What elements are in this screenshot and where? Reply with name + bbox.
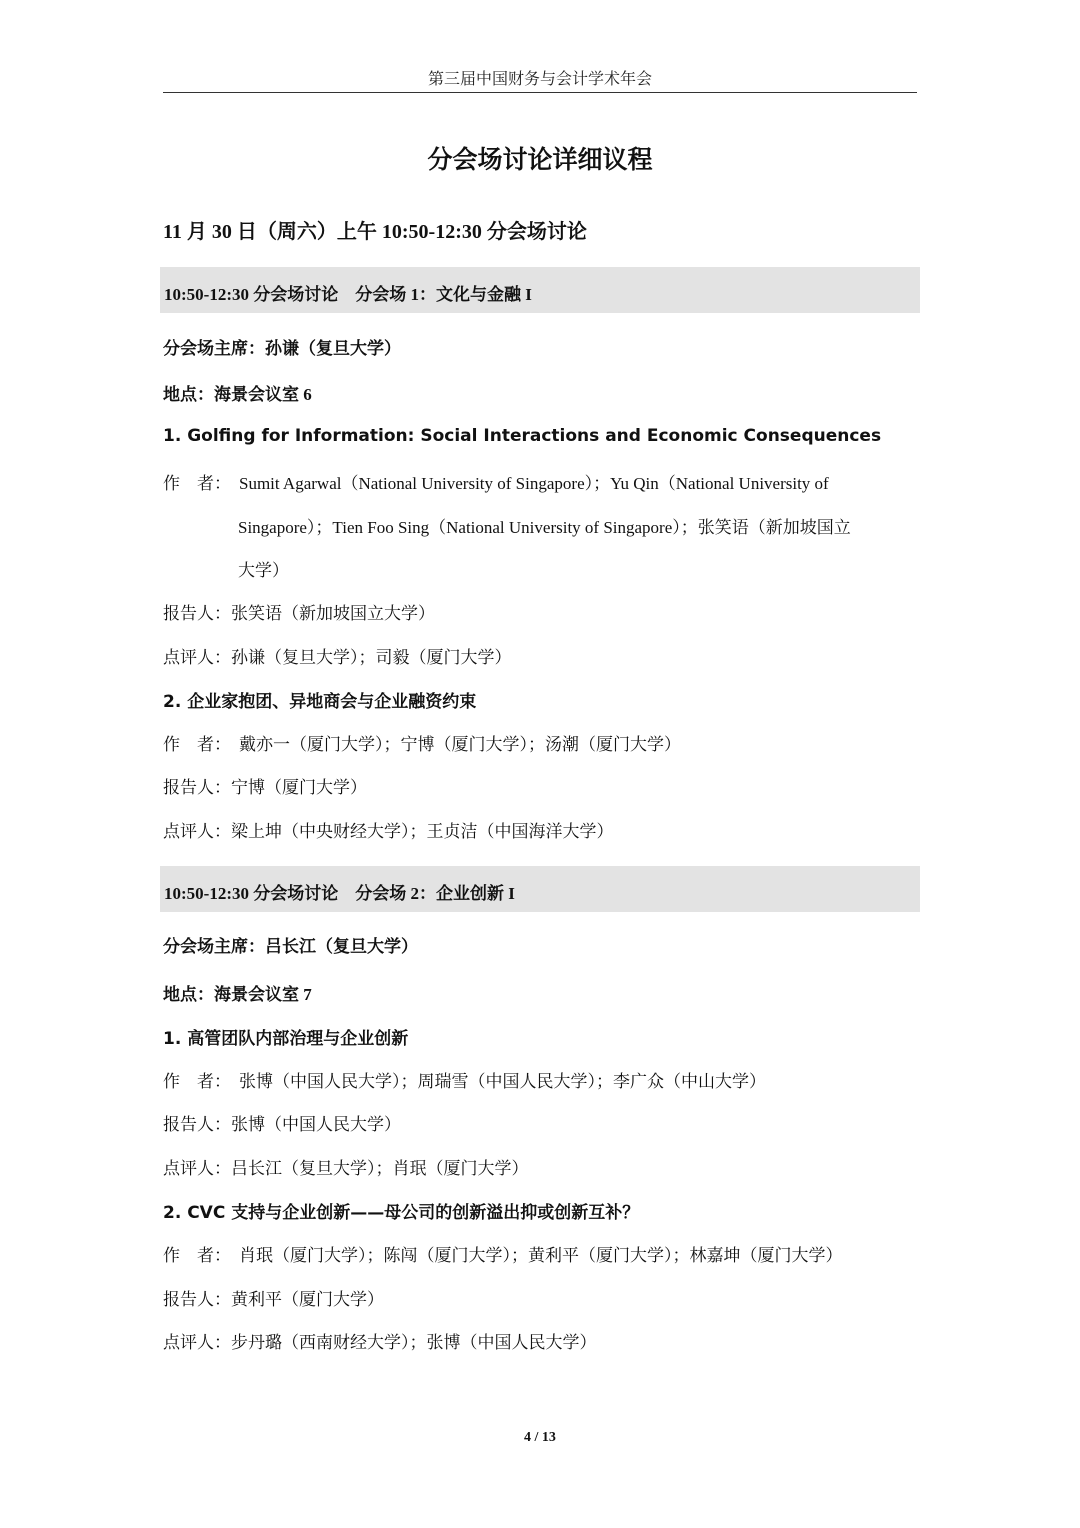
authors-line: Singapore）；Tien Foo Sing（National University of Singapore）；张笑语（新加坡国立 — [238, 518, 851, 537]
paper-authors — [163, 730, 681, 755]
authors-label: 作 者： — [163, 1072, 231, 1092]
authors-line: 张博（中国人民大学）；周瑞雪（中国人民大学）；李广众（中山大学） — [239, 1072, 766, 1092]
authors-line: Sumit Agarwal（National University of Singapore）；Yu Qin（National University of — [239, 474, 829, 493]
paper-discussants: 点评人：步丹璐（西南财经大学）；张博（中国人民大学） — [163, 1333, 597, 1353]
paper-authors — [163, 469, 829, 494]
paper-authors — [163, 1067, 766, 1092]
authors-line: 大学） — [238, 561, 289, 581]
paper-authors — [163, 1241, 843, 1266]
session-1-heading: 10:50-12:30 分会场讨论 分会场 1：文化与金融 I — [164, 285, 532, 304]
date-line: 11 月 30 日（周六）上午 10:50-12:30 分会场讨论 — [163, 221, 587, 243]
session-1-venue: 地点：海景会议室 6 — [163, 385, 312, 404]
authors-label: 作 者： — [163, 474, 231, 494]
session-2-band — [160, 866, 920, 912]
paper-presenter: 报告人：张笑语（新加坡国立大学） — [163, 604, 435, 624]
header-rule — [163, 92, 917, 93]
paper-title: 1. 高管团队内部治理与企业创新 — [163, 1029, 409, 1049]
paper-presenter: 报告人：张博（中国人民大学） — [163, 1115, 401, 1135]
session-2-heading: 10:50-12:30 分会场讨论 分会场 2：企业创新 I — [164, 884, 515, 903]
session-2-chair: 分会场主席：吕长江（复旦大学） — [163, 937, 418, 957]
paper-presenter: 报告人：黄利平（厦门大学） — [163, 1290, 384, 1310]
authors-line: 肖珉（厦门大学）；陈闯（厦门大学）；黄利平（厦门大学）；林嘉坤（厦门大学） — [239, 1246, 843, 1266]
paper-discussants: 点评人：孙谦（复旦大学）；司毅（厦门大学） — [163, 648, 512, 668]
page-title: 分会场讨论详细议程 — [427, 145, 653, 174]
paper-title: 2. CVC 支持与企业创新——母公司的创新溢出抑或创新互补？ — [163, 1203, 640, 1223]
page-header: 第三届中国财务与会计学术年会 — [427, 69, 652, 88]
authors-line: 戴亦一（厦门大学）；宁博（厦门大学）；汤潮（厦门大学） — [239, 735, 681, 755]
session-1-chair: 分会场主席：孙谦（复旦大学） — [163, 339, 401, 359]
authors-label: 作 者： — [163, 1246, 231, 1266]
paper-title: 1. Golfing for Information: Social Interactions and Economic Consequences — [163, 426, 882, 446]
paper-discussants: 点评人：梁上坤（中央财经大学）；王贞洁（中国海洋大学） — [163, 822, 614, 842]
paper-presenter: 报告人：宁博（厦门大学） — [163, 778, 367, 798]
session-2-venue: 地点：海景会议室 7 — [163, 985, 312, 1004]
page-number: 4 / 13 — [524, 1430, 556, 1445]
authors-label: 作 者： — [163, 735, 231, 755]
paper-discussants: 点评人：吕长江（复旦大学）；肖珉（厦门大学） — [163, 1159, 529, 1179]
session-1-band — [160, 267, 920, 313]
paper-title: 2. 企业家抱团、异地商会与企业融资约束 — [163, 692, 477, 712]
